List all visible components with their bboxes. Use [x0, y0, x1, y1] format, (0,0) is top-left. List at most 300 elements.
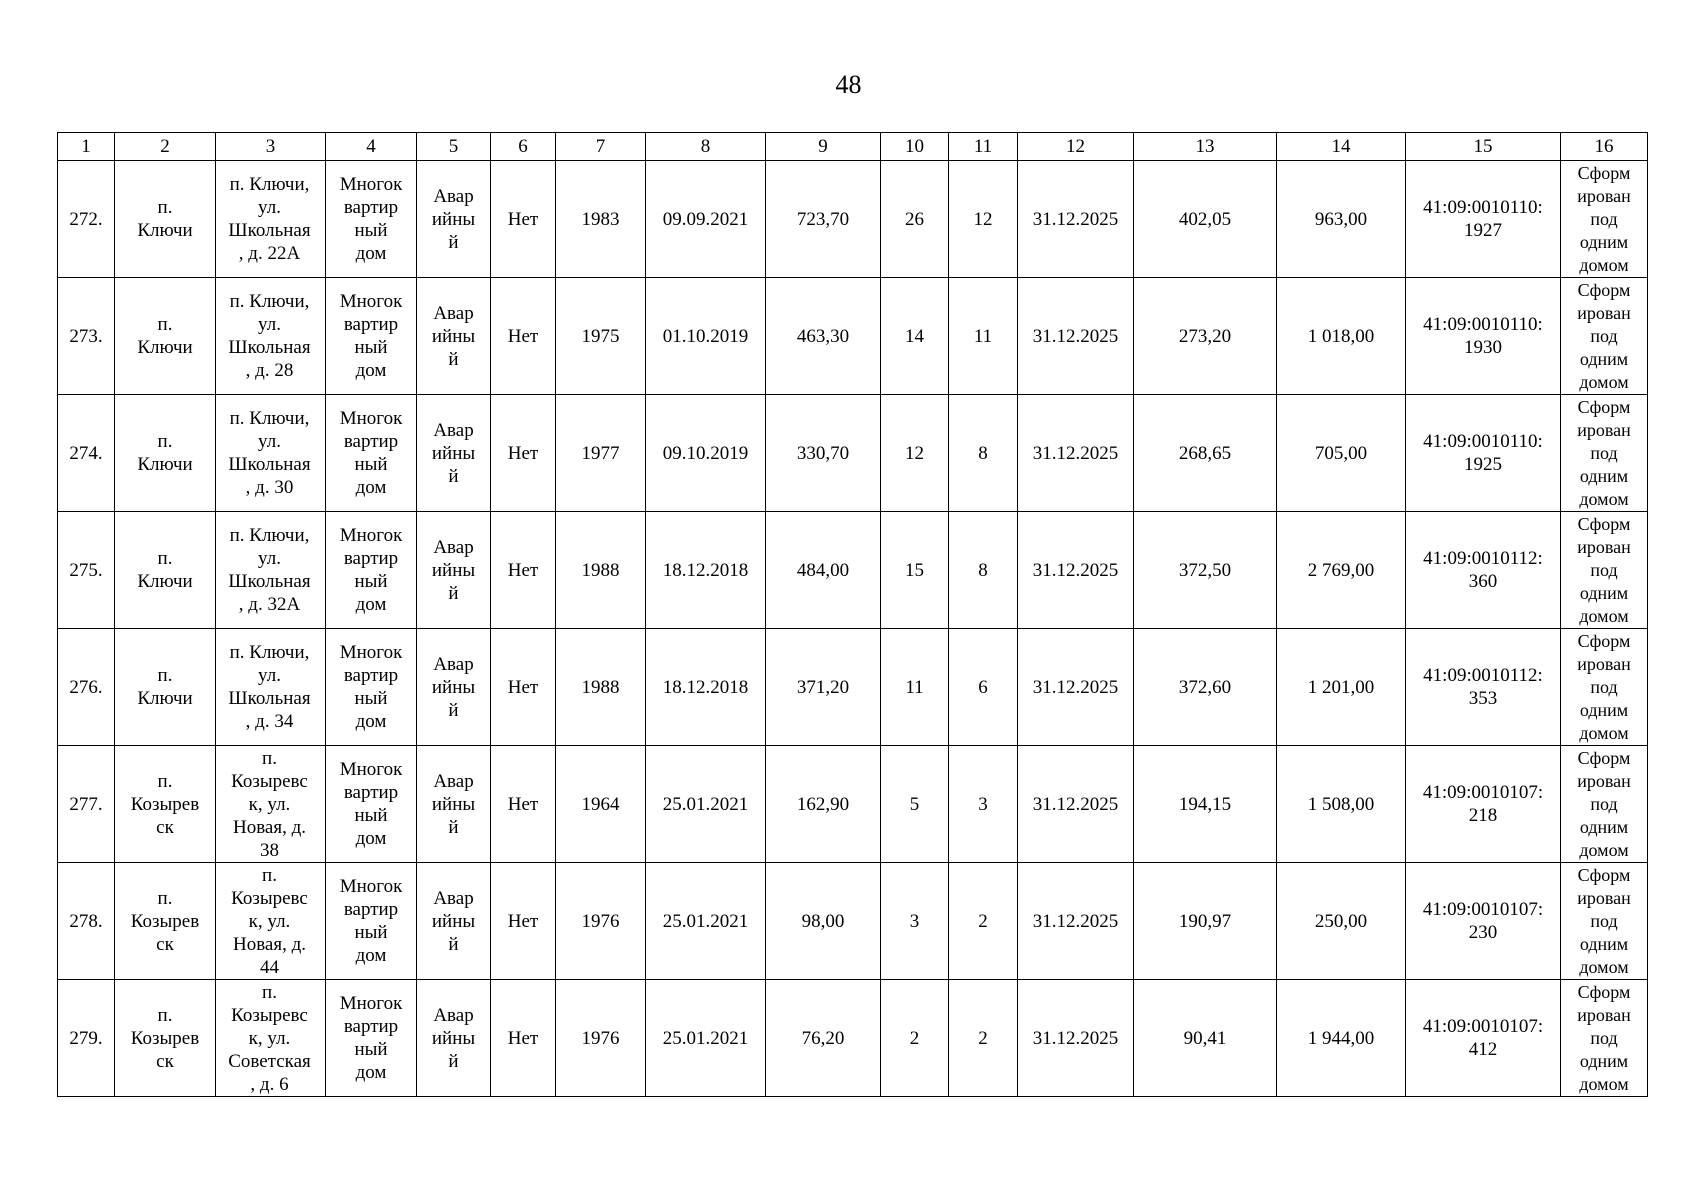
column-number-6: 6 — [491, 133, 556, 161]
table-cell-col-14 — [1277, 395, 1406, 512]
cell-line: п. Ключи, — [229, 291, 310, 312]
cell-line: 230 — [1468, 922, 1498, 943]
table-cell-col-4 — [326, 161, 417, 278]
cell-line: Авар — [433, 1004, 474, 1026]
cell-line: Сформ — [1577, 864, 1631, 885]
cell-line: вартир — [343, 197, 399, 218]
column-number-3: 3 — [216, 133, 326, 161]
cell-line: Ключи — [137, 571, 193, 592]
cell-line: Нет — [507, 325, 539, 347]
table-cell-col-8 — [646, 512, 766, 629]
cell-line: под — [1590, 1027, 1618, 1048]
cell-line: 412 — [1468, 1039, 1498, 1060]
cell-line: 273. — [69, 325, 103, 347]
cell-line: 11 — [973, 325, 993, 347]
cell-line: Авар — [433, 185, 474, 207]
table-cell-col-6 — [491, 980, 556, 1097]
cell-line: Авар — [433, 302, 474, 324]
table-cell-col-10 — [881, 746, 949, 863]
table-cell-col-1 — [58, 980, 115, 1097]
cell-line: 90,41 — [1183, 1027, 1227, 1049]
cell-line: й — [448, 348, 459, 370]
cell-line: ный — [354, 805, 388, 826]
cell-line: ийны — [431, 1027, 476, 1049]
cell-line: 272. — [69, 208, 103, 230]
cell-line: , д. 32А — [238, 594, 301, 615]
cell-line: п. — [157, 431, 173, 452]
table-cell-col-1 — [58, 512, 115, 629]
cell-line: Нет — [507, 208, 539, 230]
cell-line: дом — [355, 243, 387, 264]
table-cell-col-2 — [115, 746, 216, 863]
column-number-16: 16 — [1561, 133, 1648, 161]
cell-line: 1988 — [581, 676, 620, 698]
cell-line: 360 — [1468, 571, 1498, 592]
table-cell-col-12 — [1018, 863, 1134, 980]
cell-line: 402,05 — [1178, 208, 1232, 230]
table-cell-col-9 — [766, 395, 881, 512]
cell-line: п. — [157, 887, 173, 909]
cell-line: 31.12.2025 — [1032, 1027, 1119, 1049]
cell-line: , д. 6 — [250, 1073, 289, 1095]
table-cell-col-1 — [58, 278, 115, 395]
table-cell-col-6 — [491, 512, 556, 629]
cell-line: одним — [1579, 465, 1629, 486]
cell-line: 14 — [905, 325, 924, 347]
cell-line: , д. 30 — [245, 477, 294, 498]
table-cell-col-6 — [491, 161, 556, 278]
cell-line: домом — [1579, 839, 1629, 860]
table-cell-col-15 — [1406, 278, 1561, 395]
cell-line: 1975 — [581, 325, 620, 347]
cell-line: п. — [157, 665, 173, 686]
table-cell-col-15 — [1406, 395, 1561, 512]
cell-line: 31.12.2025 — [1032, 208, 1119, 230]
cell-line: 8 — [978, 559, 988, 581]
column-number-5: 5 — [417, 133, 491, 161]
cell-line: ный — [354, 337, 388, 358]
table-row — [58, 278, 1648, 395]
cell-line: 372,50 — [1178, 559, 1232, 581]
cell-line: одним — [1579, 582, 1629, 603]
cell-line: ийны — [431, 442, 476, 464]
cell-line: ный — [354, 571, 388, 592]
table-cell-col-8 — [646, 980, 766, 1097]
cell-line: п. — [157, 314, 173, 335]
table-cell-col-9 — [766, 512, 881, 629]
table-cell-col-15 — [1406, 629, 1561, 746]
table-cell-col-4 — [326, 395, 417, 512]
table-cell-col-12 — [1018, 512, 1134, 629]
cell-line: ийны — [431, 793, 476, 815]
table-cell-col-9 — [766, 161, 881, 278]
table-cell-col-5 — [417, 863, 491, 980]
cell-line: п. — [262, 981, 277, 1003]
table-cell-col-13 — [1134, 278, 1277, 395]
table-cell-col-12 — [1018, 395, 1134, 512]
table-cell-col-8 — [646, 278, 766, 395]
table-cell-col-5 — [417, 980, 491, 1097]
cell-line: Школьная — [228, 571, 311, 592]
table-cell-col-10 — [881, 980, 949, 1097]
cell-line: домом — [1579, 605, 1629, 626]
table-cell-col-4 — [326, 512, 417, 629]
table-cell-col-1 — [58, 863, 115, 980]
cell-line: 8 — [978, 442, 988, 464]
cell-line: Авар — [433, 536, 474, 558]
cell-line: 01.10.2019 — [662, 325, 749, 347]
cell-line: Авар — [433, 653, 474, 675]
cell-line: ный — [354, 1039, 388, 1060]
table-cell-col-14 — [1277, 161, 1406, 278]
cell-line: й — [448, 231, 459, 253]
cell-line: 26 — [905, 208, 924, 230]
table-cell-col-4 — [326, 980, 417, 1097]
cell-line: Ключи — [137, 688, 193, 709]
table-cell-col-14 — [1277, 278, 1406, 395]
cell-line: одним — [1579, 231, 1629, 252]
cell-line: домом — [1579, 371, 1629, 392]
cell-line: к, ул. — [248, 910, 291, 932]
cell-line: 1976 — [581, 910, 620, 932]
cell-line: ск — [156, 816, 174, 838]
cell-line: Сформ — [1577, 279, 1631, 300]
cell-line: Сформ — [1577, 981, 1631, 1002]
cell-line: Ключи — [137, 337, 193, 358]
cell-line: 6 — [978, 676, 988, 698]
cell-line: домом — [1579, 722, 1629, 743]
cell-line: 15 — [905, 559, 924, 581]
cell-line: 31.12.2025 — [1032, 793, 1119, 815]
cell-line: , д. 22А — [238, 243, 301, 264]
cell-line: й — [448, 933, 459, 955]
cell-line: 268,65 — [1178, 442, 1232, 464]
table-cell-col-1 — [58, 629, 115, 746]
cell-line: ирован — [1577, 536, 1631, 557]
column-number-9: 9 — [766, 133, 881, 161]
cell-line: Авар — [433, 770, 474, 792]
cell-line: Новая, д. — [232, 816, 307, 838]
table-cell-col-3 — [216, 629, 326, 746]
cell-line: 274. — [69, 442, 103, 464]
cell-line: п. Ключи, — [229, 642, 310, 663]
cell-line: 2 769,00 — [1307, 559, 1375, 581]
cell-line: 190,97 — [1178, 910, 1232, 932]
table-cell-col-2 — [115, 980, 216, 1097]
table-cell-col-7 — [556, 980, 646, 1097]
table-cell-col-10 — [881, 863, 949, 980]
table-cell-col-6 — [491, 395, 556, 512]
column-number-13: 13 — [1134, 133, 1277, 161]
table-cell-col-11 — [949, 278, 1018, 395]
table-cell-col-16 — [1561, 161, 1648, 278]
cell-line: 31.12.2025 — [1032, 325, 1119, 347]
cell-line: ул. — [258, 548, 281, 569]
table-cell-col-8 — [646, 395, 766, 512]
cell-line: 218 — [1468, 805, 1498, 826]
cell-line: ск — [156, 933, 174, 955]
cell-line: ийны — [431, 559, 476, 581]
table-cell-col-9 — [766, 629, 881, 746]
cell-line: к, ул. — [248, 793, 291, 815]
table-cell-col-3 — [216, 395, 326, 512]
cell-line: одним — [1579, 348, 1629, 369]
cell-line: ул. — [258, 665, 281, 686]
cell-line: 963,00 — [1314, 208, 1368, 230]
table-cell-col-11 — [949, 629, 1018, 746]
cell-line: домом — [1579, 254, 1629, 275]
cell-line: 18.12.2018 — [662, 676, 749, 698]
cell-line: 723,70 — [796, 208, 850, 230]
cell-line: 41:09:0010112: — [1423, 548, 1543, 569]
cell-line: 41:09:0010110: — [1423, 431, 1543, 452]
table-cell-col-16 — [1561, 980, 1648, 1097]
cell-line: 330,70 — [796, 442, 850, 464]
table-cell-col-15 — [1406, 161, 1561, 278]
cell-line: Новая, д. — [232, 933, 307, 955]
cell-line: Советская — [228, 1050, 311, 1072]
cell-line: 463,30 — [796, 325, 850, 347]
cell-line: ийны — [431, 676, 476, 698]
cell-line: 353 — [1468, 688, 1498, 709]
page-number: 48 — [835, 70, 862, 99]
cell-line: под — [1590, 559, 1618, 580]
table-cell-col-3 — [216, 512, 326, 629]
cell-line: 31.12.2025 — [1032, 442, 1119, 464]
table-cell-col-1 — [58, 395, 115, 512]
table-cell-col-3 — [216, 863, 326, 980]
table-cell-col-11 — [949, 863, 1018, 980]
table-cell-col-11 — [949, 161, 1018, 278]
table-cell-col-13 — [1134, 161, 1277, 278]
table-cell-col-6 — [491, 278, 556, 395]
cell-line: ийны — [431, 325, 476, 347]
cell-line: п. Ключи, — [229, 525, 310, 546]
column-number-8: 8 — [646, 133, 766, 161]
table-row — [58, 746, 1648, 863]
cell-line: 09.10.2019 — [662, 442, 749, 464]
cell-line: 41:09:0010112: — [1423, 665, 1543, 686]
cell-line: ный — [354, 454, 388, 475]
table-cell-col-15 — [1406, 980, 1561, 1097]
column-number-1: 1 — [58, 133, 115, 161]
cell-line: п. — [157, 197, 173, 218]
cell-line: ирован — [1577, 1004, 1631, 1025]
table-cell-col-5 — [417, 278, 491, 395]
table-cell-col-10 — [881, 161, 949, 278]
cell-line: Многок — [339, 993, 403, 1014]
cell-line: 1927 — [1464, 220, 1502, 241]
column-number-12: 12 — [1018, 133, 1134, 161]
cell-line: й — [448, 465, 459, 487]
cell-line: 705,00 — [1314, 442, 1368, 464]
table-cell-col-12 — [1018, 278, 1134, 395]
cell-line: ный — [354, 922, 388, 943]
cell-line: ск — [156, 1050, 174, 1072]
table-cell-col-1 — [58, 161, 115, 278]
cell-line: вартир — [343, 431, 399, 452]
cell-line: Козырев — [130, 1027, 200, 1049]
table-cell-col-16 — [1561, 278, 1648, 395]
table-body — [58, 133, 1648, 1097]
table-cell-col-11 — [949, 980, 1018, 1097]
cell-line: 25.01.2021 — [662, 793, 749, 815]
table-cell-col-15 — [1406, 863, 1561, 980]
cell-line: дом — [355, 1062, 387, 1083]
table-cell-col-8 — [646, 161, 766, 278]
cell-line: Многок — [339, 291, 403, 312]
column-number-7: 7 — [556, 133, 646, 161]
cell-line: 41:09:0010110: — [1423, 314, 1543, 335]
cell-line: п. — [157, 548, 173, 569]
cell-line: ирован — [1577, 419, 1631, 440]
cell-line: Нет — [507, 559, 539, 581]
table-cell-col-12 — [1018, 629, 1134, 746]
cell-line: Многок — [339, 174, 403, 195]
table-cell-col-5 — [417, 395, 491, 512]
table-cell-col-14 — [1277, 863, 1406, 980]
table-cell-col-4 — [326, 863, 417, 980]
cell-line: Авар — [433, 887, 474, 909]
cell-line: Многок — [339, 876, 403, 897]
cell-line: 25.01.2021 — [662, 910, 749, 932]
cell-line: Козырев — [130, 793, 200, 815]
cell-line: п. Ключи, — [229, 174, 310, 195]
cell-line: 1988 — [581, 559, 620, 581]
cell-line: под — [1590, 793, 1618, 814]
cell-line: й — [448, 582, 459, 604]
table-cell-col-7 — [556, 395, 646, 512]
cell-line: Сформ — [1577, 396, 1631, 417]
cell-line: Многок — [339, 642, 403, 663]
table-cell-col-16 — [1561, 395, 1648, 512]
cell-line: вартир — [343, 1016, 399, 1037]
table-cell-col-5 — [417, 512, 491, 629]
table-cell-col-12 — [1018, 161, 1134, 278]
table-cell-col-14 — [1277, 629, 1406, 746]
cell-line: 372,60 — [1178, 676, 1232, 698]
table-cell-col-2 — [115, 395, 216, 512]
table-cell-col-2 — [115, 629, 216, 746]
table-cell-col-7 — [556, 512, 646, 629]
table-cell-col-2 — [115, 278, 216, 395]
cell-line: Школьная — [228, 337, 311, 358]
cell-line: Многок — [339, 408, 403, 429]
table-cell-col-1 — [58, 746, 115, 863]
cell-line: дом — [355, 360, 387, 381]
cell-line: ирован — [1577, 887, 1631, 908]
table-cell-col-15 — [1406, 512, 1561, 629]
cell-line: дом — [355, 828, 387, 849]
cell-line: 1 944,00 — [1307, 1027, 1375, 1049]
cell-line: й — [448, 1050, 459, 1072]
table-cell-col-12 — [1018, 980, 1134, 1097]
cell-line: 76,20 — [801, 1027, 845, 1049]
table-cell-col-3 — [216, 161, 326, 278]
table-cell-col-13 — [1134, 512, 1277, 629]
table-cell-col-4 — [326, 629, 417, 746]
cell-line: 31.12.2025 — [1032, 676, 1119, 698]
cell-line: ирован — [1577, 302, 1631, 323]
table-cell-col-7 — [556, 863, 646, 980]
cell-line: ирован — [1577, 185, 1631, 206]
column-number-4: 4 — [326, 133, 417, 161]
column-number-14: 14 — [1277, 133, 1406, 161]
cell-line: домом — [1579, 488, 1629, 509]
cell-line: дом — [355, 594, 387, 615]
table-cell-col-2 — [115, 161, 216, 278]
cell-line: 162,90 — [796, 793, 850, 815]
cell-line: домом — [1579, 956, 1629, 977]
cell-line: вартир — [343, 665, 399, 686]
cell-line: к, ул. — [248, 1027, 291, 1049]
table-cell-col-12 — [1018, 746, 1134, 863]
cell-line: под — [1590, 676, 1618, 697]
cell-line: 277. — [69, 793, 103, 815]
table-cell-col-3 — [216, 278, 326, 395]
cell-line: 2 — [978, 910, 988, 932]
table-cell-col-16 — [1561, 746, 1648, 863]
cell-line: п. — [157, 1004, 173, 1026]
cell-line: Козыревс — [231, 770, 308, 792]
cell-line: й — [448, 699, 459, 721]
cell-line: Ключи — [137, 454, 193, 475]
table-cell-col-6 — [491, 629, 556, 746]
cell-line: 1 201,00 — [1307, 676, 1375, 698]
table-cell-col-6 — [491, 746, 556, 863]
cell-line: Сформ — [1577, 162, 1631, 183]
table-cell-col-4 — [326, 746, 417, 863]
table-cell-col-5 — [417, 629, 491, 746]
table-cell-col-9 — [766, 863, 881, 980]
table-cell-col-16 — [1561, 863, 1648, 980]
cell-line: 279. — [69, 1027, 103, 1049]
cell-line: 276. — [69, 676, 103, 698]
table-cell-col-10 — [881, 278, 949, 395]
table-cell-col-10 — [881, 395, 949, 512]
cell-line: под — [1590, 910, 1618, 931]
table-cell-col-13 — [1134, 980, 1277, 1097]
cell-line: 44 — [260, 956, 279, 978]
cell-line: 09.09.2021 — [662, 208, 749, 230]
table-cell-col-7 — [556, 746, 646, 863]
cell-line: ул. — [258, 431, 281, 452]
cell-line: 278. — [69, 910, 103, 932]
cell-line: 194,15 — [1178, 793, 1232, 815]
cell-line: 31.12.2025 — [1032, 559, 1119, 581]
cell-line: 5 — [909, 793, 920, 815]
table-cell-col-4 — [326, 278, 417, 395]
housing-registry-table — [57, 132, 1648, 1097]
column-number-row — [58, 133, 1648, 161]
table-cell-col-14 — [1277, 512, 1406, 629]
cell-line: 1964 — [581, 793, 620, 815]
cell-line: , д. 34 — [245, 711, 294, 732]
table-cell-col-5 — [417, 746, 491, 863]
table-row — [58, 161, 1648, 278]
table-cell-col-11 — [949, 746, 1018, 863]
column-number-2: 2 — [115, 133, 216, 161]
cell-line: 1977 — [581, 442, 620, 464]
cell-line: ул. — [258, 314, 281, 335]
cell-line: 371,20 — [796, 676, 850, 698]
cell-line: одним — [1579, 933, 1629, 954]
table-cell-col-7 — [556, 278, 646, 395]
cell-line: п. — [157, 770, 173, 792]
cell-line: 41:09:0010107: — [1422, 782, 1544, 803]
table-cell-col-8 — [646, 746, 766, 863]
table-row — [58, 863, 1648, 980]
